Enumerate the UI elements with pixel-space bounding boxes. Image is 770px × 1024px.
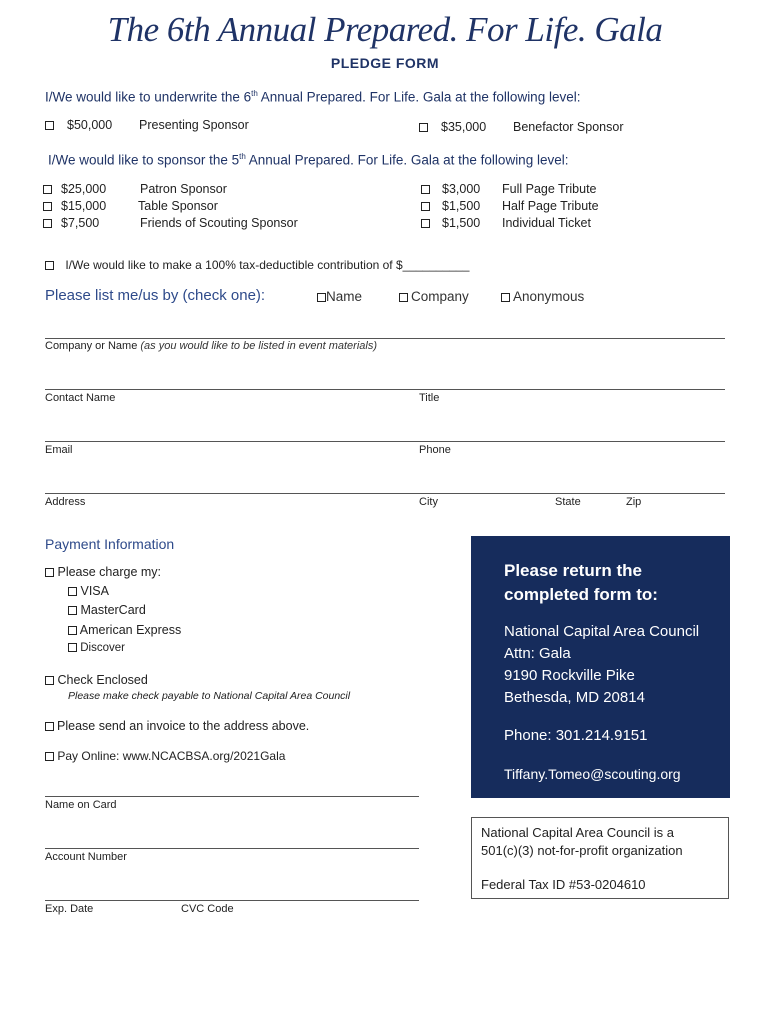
checkbox[interactable] bbox=[45, 261, 54, 270]
checkbox[interactable] bbox=[399, 293, 408, 302]
option-label: Pay Online: www.NCACBSA.org/2021Gala bbox=[57, 749, 286, 763]
option-amount: $7,500 bbox=[61, 216, 100, 230]
online-option[interactable] bbox=[45, 749, 285, 763]
nonprofit-line-1: National Capital Area Council is a bbox=[481, 825, 674, 840]
state-label: State bbox=[555, 496, 581, 508]
name-on-card-input-line[interactable] bbox=[45, 796, 419, 797]
checkbox[interactable] bbox=[68, 587, 77, 596]
option-label: Presenting Sponsor bbox=[139, 118, 249, 132]
sponsor-intro: I/We would like to sponsor the 5th Annual Prepared. For Life. Gala at the following level: bbox=[48, 152, 569, 168]
card-option-visa[interactable] bbox=[68, 584, 109, 598]
contribution-amount-blank[interactable]: __________ bbox=[402, 258, 470, 272]
option-label: Individual Ticket bbox=[502, 216, 591, 230]
checkbox[interactable] bbox=[419, 123, 428, 132]
checkbox[interactable] bbox=[43, 219, 52, 228]
checkbox[interactable] bbox=[421, 219, 430, 228]
option-amount: $15,000 bbox=[61, 199, 107, 213]
option-amount: $1,500 bbox=[442, 199, 481, 213]
sponsor-option-ticket[interactable] bbox=[421, 216, 591, 230]
option-label: Name bbox=[326, 289, 363, 304]
return-heading-line-1: Please return the bbox=[504, 561, 642, 580]
option-label: Company bbox=[411, 289, 469, 304]
return-city: Bethesda, MD 20814 bbox=[504, 689, 645, 706]
contribution-option[interactable] bbox=[45, 258, 469, 272]
checkbox[interactable] bbox=[45, 752, 54, 761]
listing-option-name[interactable] bbox=[317, 289, 362, 304]
name-on-card-label: Name on Card bbox=[45, 799, 117, 811]
sponsor-option-half-page[interactable] bbox=[421, 199, 599, 213]
checkbox[interactable] bbox=[43, 202, 52, 211]
option-amount: $35,000 bbox=[441, 120, 487, 134]
return-org: National Capital Area Council bbox=[504, 623, 700, 640]
option-label: Check Enclosed bbox=[57, 673, 148, 687]
nonprofit-info-box bbox=[471, 817, 729, 899]
check-note: Please make check payable to National Capital Area Council bbox=[68, 690, 351, 702]
return-attn: Attn: Gala bbox=[504, 645, 571, 662]
return-address-box bbox=[471, 536, 730, 798]
option-label: Discover bbox=[80, 642, 125, 654]
city-label: City bbox=[419, 496, 438, 508]
sponsor-option-friends[interactable] bbox=[43, 216, 298, 230]
form-subtitle: PLEDGE FORM bbox=[330, 55, 440, 71]
listing-prompt: Please list me/us by (check one): bbox=[45, 287, 266, 304]
option-label: Full Page Tribute bbox=[502, 182, 597, 196]
company-input-line[interactable] bbox=[45, 338, 725, 339]
checkbox[interactable] bbox=[68, 626, 77, 635]
invoice-option[interactable] bbox=[45, 719, 309, 733]
tax-id: Federal Tax ID #53-0204610 bbox=[481, 877, 646, 892]
checkbox[interactable] bbox=[45, 722, 54, 731]
checkbox[interactable] bbox=[68, 606, 77, 615]
option-amount: $50,000 bbox=[67, 118, 113, 132]
option-label: Friends of Scouting Sponsor bbox=[140, 216, 298, 230]
option-label: Anonymous bbox=[513, 289, 585, 304]
checkbox[interactable] bbox=[45, 121, 54, 130]
exp-date-label: Exp. Date bbox=[45, 903, 94, 915]
checkbox[interactable] bbox=[317, 293, 326, 302]
checkbox[interactable] bbox=[45, 676, 54, 685]
sponsor-option-table[interactable] bbox=[43, 199, 218, 213]
option-amount: $25,000 bbox=[61, 182, 107, 196]
option-label: Please charge my: bbox=[57, 565, 162, 579]
listing-option-anonymous[interactable] bbox=[501, 289, 584, 304]
check-option[interactable] bbox=[45, 673, 148, 687]
return-email[interactable]: Tiffany.Tomeo@scouting.org bbox=[504, 766, 681, 782]
account-number-input-line[interactable] bbox=[45, 848, 419, 849]
phone-label: Phone bbox=[419, 444, 451, 456]
address-label: Address bbox=[45, 496, 86, 508]
option-label: Patron Sponsor bbox=[140, 182, 227, 196]
underwrite-option-benefactor[interactable] bbox=[419, 120, 624, 134]
address-input-line[interactable] bbox=[45, 493, 725, 494]
email-label: Email bbox=[45, 444, 73, 456]
checkbox[interactable] bbox=[421, 185, 430, 194]
contribution-text: I/We would like to make a 100% tax-deductible contribution of $ bbox=[65, 258, 403, 272]
checkbox[interactable] bbox=[501, 293, 510, 302]
payment-heading: Payment Information bbox=[45, 536, 175, 552]
option-label: VISA bbox=[80, 584, 109, 598]
option-label: American Express bbox=[79, 623, 182, 637]
option-label: Table Sponsor bbox=[138, 199, 218, 213]
return-heading-line-2: completed form to: bbox=[504, 585, 658, 604]
listing-option-company[interactable] bbox=[399, 289, 469, 304]
option-label: Please send an invoice to the address above. bbox=[57, 719, 310, 733]
page-title: The 6th Annual Prepared. For Life. Gala bbox=[107, 10, 663, 49]
company-label: Company or Name (as you would like to be listed in event materials) bbox=[45, 340, 378, 352]
account-number-label: Account Number bbox=[45, 851, 127, 863]
underwrite-intro: I/We would like to underwrite the 6th Annual Prepared. For Life. Gala at the following level: bbox=[45, 89, 581, 105]
card-option-mastercard[interactable] bbox=[68, 603, 146, 617]
contact-title-input-line[interactable] bbox=[45, 389, 725, 390]
option-label: Benefactor Sponsor bbox=[513, 120, 624, 134]
sponsor-option-patron[interactable] bbox=[43, 182, 227, 196]
option-amount: $3,000 bbox=[442, 182, 481, 196]
return-street: 9190 Rockville Pike bbox=[504, 667, 635, 684]
card-option-amex[interactable] bbox=[68, 623, 181, 637]
cvc-label: CVC Code bbox=[181, 903, 234, 915]
contact-name-label: Contact Name bbox=[45, 392, 116, 404]
return-phone: Phone: 301.214.9151 bbox=[504, 727, 648, 744]
nonprofit-line-2: 501(c)(3) not-for-profit organization bbox=[481, 843, 683, 858]
card-option-discover[interactable] bbox=[68, 642, 125, 654]
checkbox[interactable] bbox=[45, 568, 54, 577]
email-phone-input-line[interactable] bbox=[45, 441, 725, 442]
charge-option[interactable] bbox=[45, 565, 161, 579]
underwrite-option-presenting[interactable] bbox=[45, 118, 249, 132]
checkbox[interactable] bbox=[43, 185, 52, 194]
zip-label: Zip bbox=[626, 496, 642, 508]
sponsor-option-full-page[interactable] bbox=[421, 182, 597, 196]
option-label: MasterCard bbox=[80, 603, 146, 617]
checkbox[interactable] bbox=[421, 202, 430, 211]
exp-cvc-input-line[interactable] bbox=[45, 900, 419, 901]
option-label: Half Page Tribute bbox=[502, 199, 599, 213]
checkbox[interactable] bbox=[68, 643, 77, 652]
title-label: Title bbox=[419, 392, 440, 404]
option-amount: $1,500 bbox=[442, 216, 481, 230]
